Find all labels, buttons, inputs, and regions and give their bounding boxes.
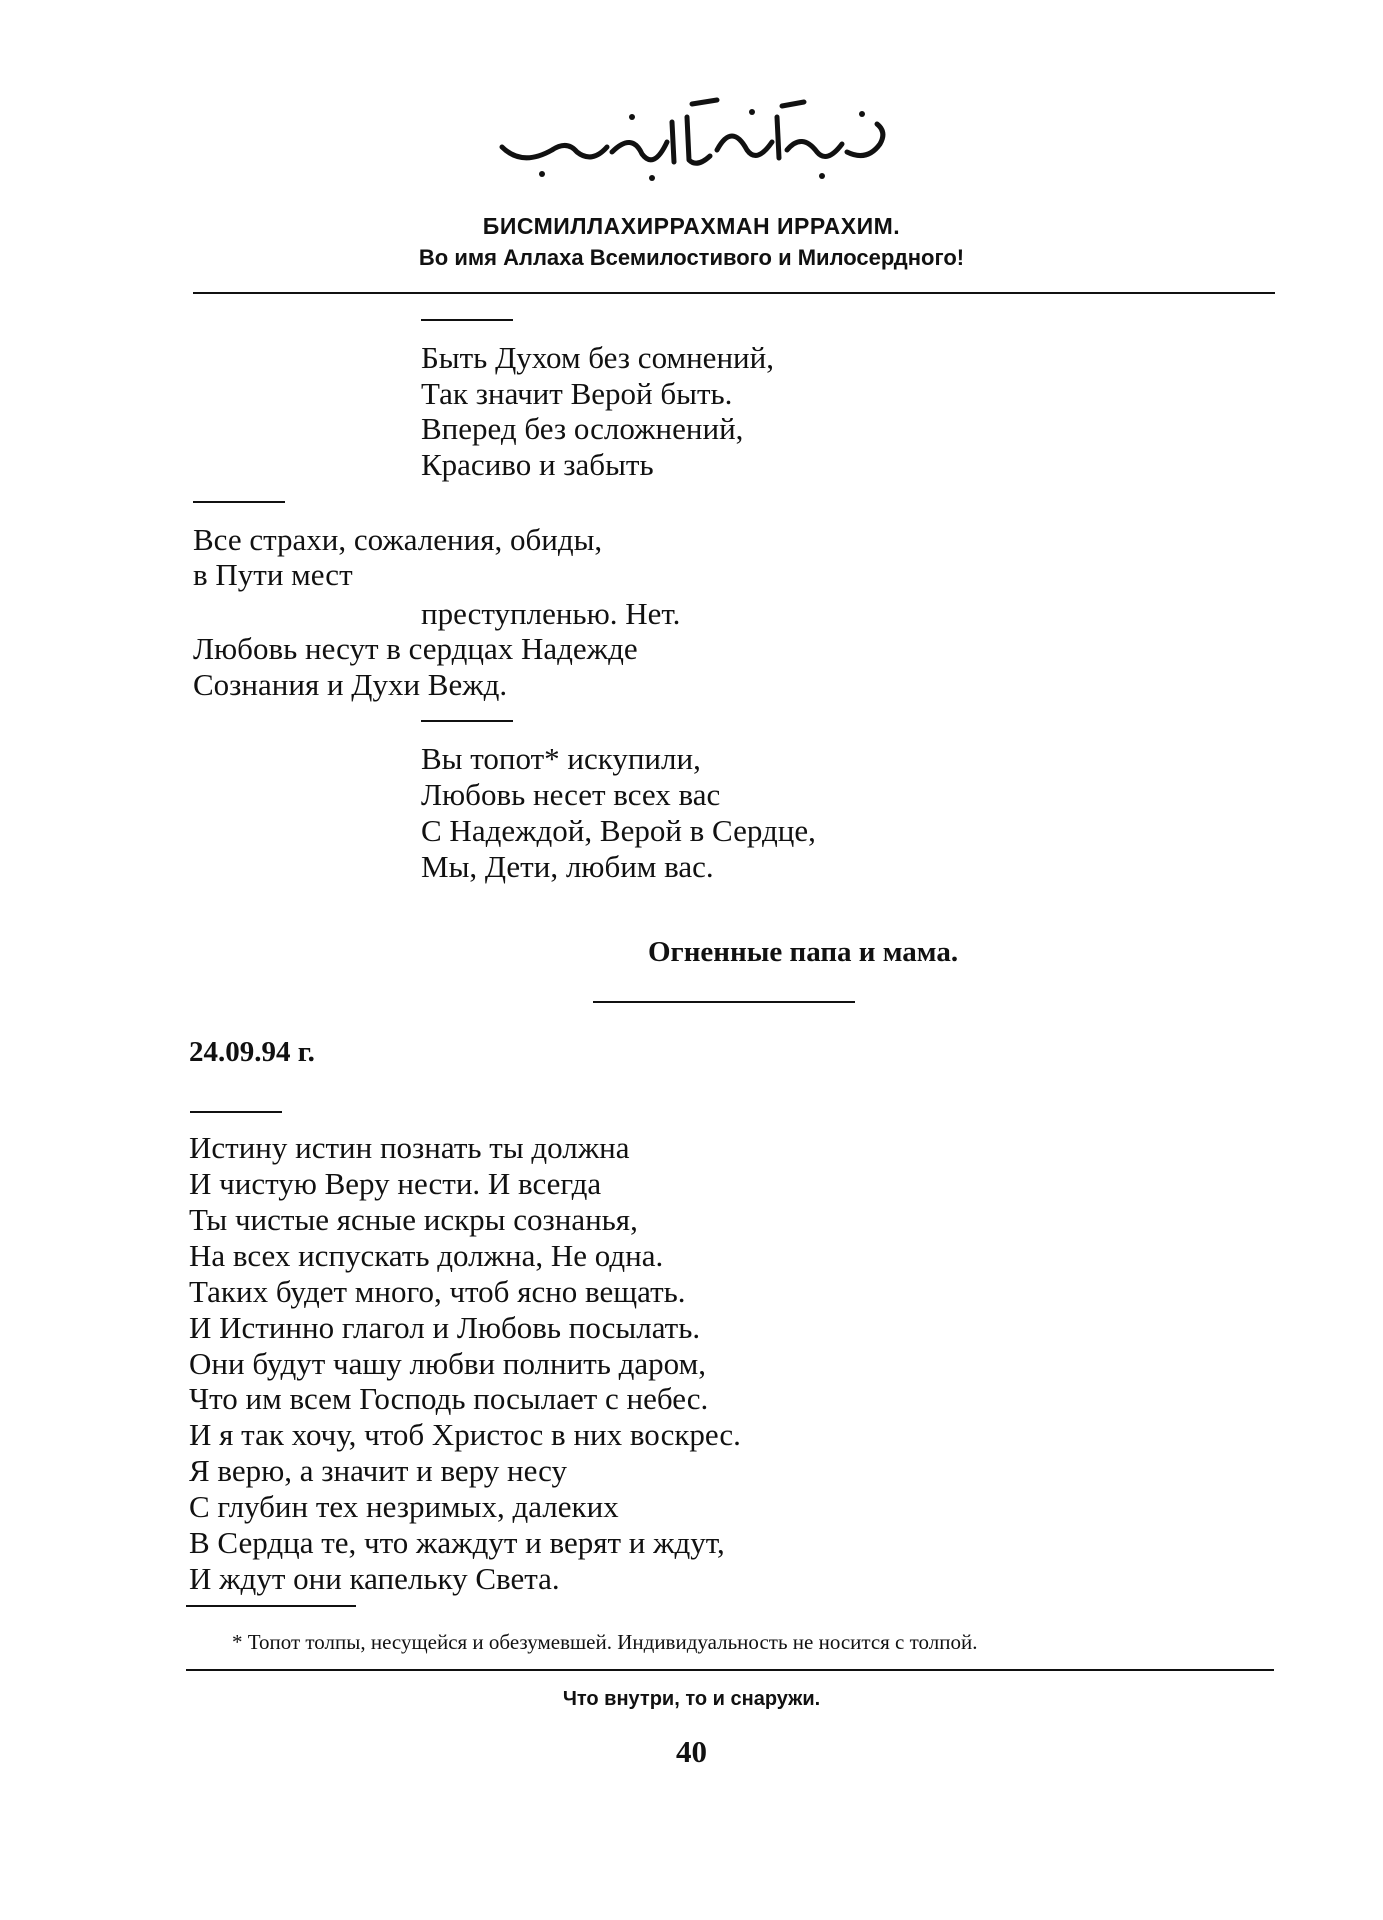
- basmala-title: БИСМИЛЛАХИРРАХМАН ИРРАХИМ.: [482, 213, 901, 239]
- footer-motto: Что внутри, то и снаружи.: [562, 1688, 821, 1710]
- basmala-translation: Во имя Аллаха Всемилостивого и Милосердного!: [418, 245, 965, 270]
- header-rule: [193, 292, 1275, 294]
- poem-line: Так значит Верой быть.: [421, 376, 733, 411]
- calligraphy-image: [482, 92, 902, 187]
- poem-line: в Пути мест: [193, 557, 353, 592]
- stanza-separator: [421, 720, 513, 722]
- poem-line: И Истинно глагол и Любовь посылать.: [189, 1310, 701, 1345]
- footer-rule: [186, 1669, 1274, 1671]
- poem-line: С глубин тех незримых, далеких: [189, 1489, 619, 1524]
- poem-line: Вы топот* искупили,: [421, 741, 701, 776]
- poem-line: И чистую Веру нести. И всегда: [189, 1166, 602, 1201]
- footnote: * Топот толпы, несущейся и обезумевшей. Индивидуальность не носится с толпой.: [232, 1630, 978, 1654]
- stanza-separator: [421, 319, 513, 321]
- stanza-separator: [193, 501, 285, 503]
- poem-signature: Огненные папа и мама.: [648, 936, 959, 968]
- poem-line: преступленью. Нет.: [421, 596, 681, 631]
- poem-line: И я так хочу, чтоб Христос в них воскрес.: [189, 1417, 741, 1452]
- poem-line: И ждут они капельку Света.: [189, 1561, 560, 1596]
- poem-line: Сознания и Духи Вежд.: [193, 667, 508, 702]
- poem-line: Все страхи, сожаления, обиды,: [193, 522, 603, 557]
- poem-line: Красиво и забыть: [421, 447, 654, 482]
- poem-line: В Сердца те, что жаждут и верят и ждут,: [189, 1525, 725, 1560]
- poem-line: Любовь несут в сердцах Надежде: [193, 631, 638, 666]
- poem-line: Истину истин познать ты должна: [189, 1130, 630, 1165]
- poem-line: Таких будет много, чтоб ясно вещать.: [189, 1274, 686, 1309]
- poem-line: Мы, Дети, любим вас.: [421, 849, 714, 884]
- poem-end-rule: [593, 1001, 855, 1003]
- poem-date: 24.09.94 г.: [189, 1036, 315, 1068]
- poem-line: Быть Духом без сомнений,: [421, 340, 774, 375]
- poem-line: Что им всем Господь посылает с небес.: [189, 1381, 709, 1416]
- poem-line: Вперед без осложнений,: [421, 411, 744, 446]
- poem-line: Ты чистые ясные искры сознанья,: [189, 1202, 638, 1237]
- stanza-separator: [190, 1111, 282, 1113]
- basmala-calligraphy: [0, 92, 1383, 187]
- poem-line: Я верю, а значит и веру несу: [189, 1453, 568, 1488]
- poem-line: Любовь несет всех вас: [421, 777, 721, 812]
- poem-line: С Надеждой, Верой в Сердце,: [421, 813, 816, 848]
- footnote-separator: [186, 1605, 356, 1607]
- poem-line: Они будут чашу любви полнить даром,: [189, 1346, 706, 1381]
- poem-line: На всех испускать должна, Не одна.: [189, 1238, 664, 1273]
- page-number: 40: [676, 1734, 707, 1769]
